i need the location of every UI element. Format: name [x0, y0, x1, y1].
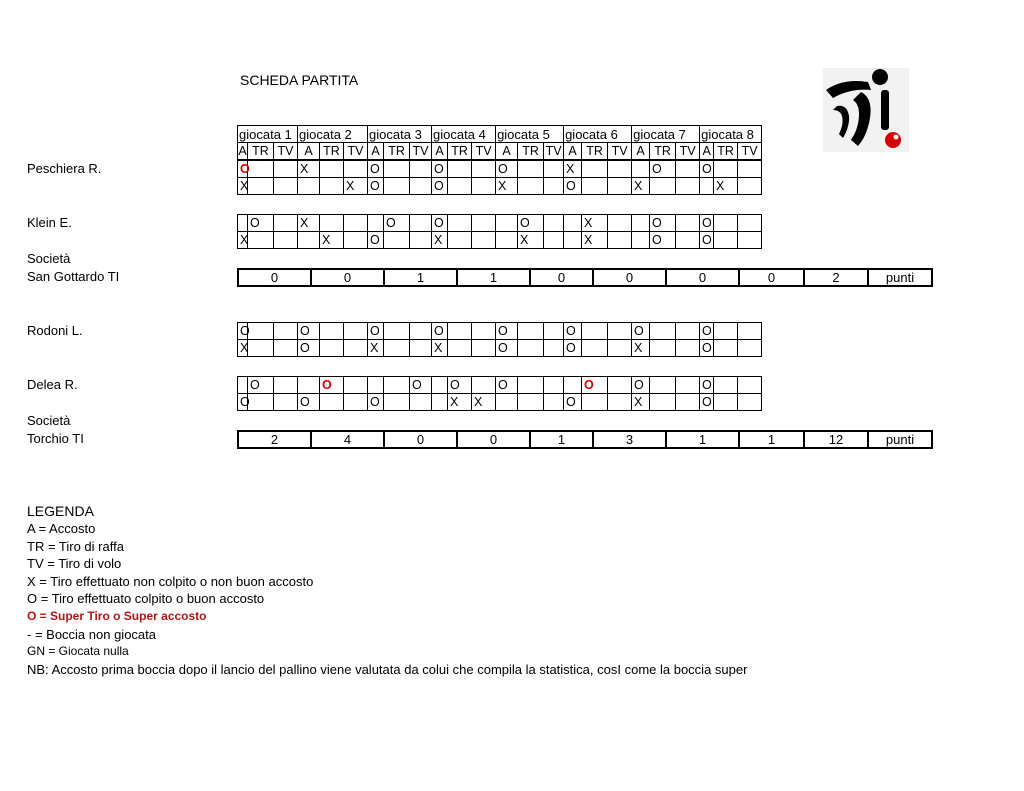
mark-cell — [410, 394, 432, 411]
mark-cell — [384, 394, 410, 411]
score-cell: 0 — [457, 431, 530, 448]
mark-cell: O — [582, 377, 608, 394]
mark-cell — [368, 215, 384, 232]
mark-cell — [632, 161, 650, 178]
mark-cell: O — [368, 178, 384, 195]
mark-cell — [518, 394, 544, 411]
mark-cell: O — [700, 394, 714, 411]
mark-cell — [368, 377, 384, 394]
mark-cell: O — [650, 232, 676, 249]
mark-cell — [384, 377, 410, 394]
marks-grid — [237, 322, 762, 357]
legend — [27, 502, 747, 678]
mark-cell — [544, 232, 564, 249]
mark-cell — [608, 232, 632, 249]
mark-cell — [448, 161, 472, 178]
mark-cell — [248, 340, 274, 357]
mark-cell — [410, 340, 432, 357]
mark-cell — [582, 323, 608, 340]
mark-cell — [518, 377, 544, 394]
score-cell: 4 — [311, 431, 384, 448]
legend-item: O = Tiro effettuato colpito o buon accosto — [27, 591, 265, 607]
legend-item: TV = Tiro di volo — [27, 556, 122, 572]
mark-cell: X — [714, 178, 738, 195]
mark-cell — [248, 394, 274, 411]
mark-cell — [676, 178, 700, 195]
subheader-cell: TR — [714, 143, 738, 160]
subheader-cell: TV — [738, 143, 762, 160]
mark-cell — [344, 215, 368, 232]
mark-cell: X — [582, 215, 608, 232]
subheader-cell: TR — [582, 143, 608, 160]
mark-cell — [298, 232, 320, 249]
punti-label: punti — [868, 431, 932, 448]
mark-cell: O — [564, 323, 582, 340]
mark-cell — [320, 178, 344, 195]
subheader-cell: TV — [344, 143, 368, 160]
legend-item: A = Accosto — [27, 521, 96, 536]
mark-cell — [676, 232, 700, 249]
mark-cell: O — [496, 377, 518, 394]
mark-cell: O — [384, 215, 410, 232]
score-cell: 0 — [739, 269, 804, 286]
mark-cell — [676, 394, 700, 411]
subheader-cell: TR — [518, 143, 544, 160]
subheader-cell: A — [496, 143, 518, 160]
mark-cell — [714, 377, 738, 394]
mark-cell — [564, 377, 582, 394]
giocata-header: giocata 1 — [238, 126, 298, 143]
mark-cell — [676, 323, 700, 340]
mark-cell: X — [582, 232, 608, 249]
score-cell: 1 — [739, 431, 804, 448]
mark-cell — [608, 377, 632, 394]
player-name: Peschiera R. — [27, 161, 102, 176]
mark-cell — [448, 323, 472, 340]
subheader-cell: A — [298, 143, 320, 160]
mark-cell: X — [238, 232, 248, 249]
mark-cell — [248, 323, 274, 340]
mark-cell — [738, 323, 762, 340]
societa-name: San Gottardo TI — [27, 269, 120, 284]
mark-cell: X — [432, 232, 448, 249]
mark-cell: O — [432, 178, 448, 195]
mark-cell — [248, 232, 274, 249]
mark-cell: O — [368, 161, 384, 178]
mark-cell — [320, 323, 344, 340]
mark-cell — [248, 161, 274, 178]
legend-item: TR = Tiro di raffa — [27, 538, 124, 554]
subheader-cell: TV — [676, 143, 700, 160]
mark-cell — [582, 340, 608, 357]
subheader-cell: A — [564, 143, 582, 160]
giocata-header: giocata 5 — [496, 126, 564, 143]
mark-cell — [738, 377, 762, 394]
mark-cell — [608, 161, 632, 178]
mark-cell — [676, 377, 700, 394]
mark-cell — [274, 178, 298, 195]
mark-cell — [344, 323, 368, 340]
subheader-cell: TR — [320, 143, 344, 160]
mark-cell: O — [632, 323, 650, 340]
mark-cell: X — [518, 232, 544, 249]
mark-cell — [448, 215, 472, 232]
mark-cell — [432, 394, 448, 411]
mark-cell: X — [632, 340, 650, 357]
mark-cell — [472, 178, 496, 195]
mark-cell: O — [632, 377, 650, 394]
mark-cell: O — [410, 377, 432, 394]
mark-cell: O — [368, 323, 384, 340]
legend-item-super: O = Super Tiro o Super accosto — [27, 608, 207, 623]
mark-cell — [650, 394, 676, 411]
subheader-cell: TR — [650, 143, 676, 160]
mark-cell — [544, 215, 564, 232]
mark-cell — [298, 178, 320, 195]
giocata-header: giocata 6 — [564, 126, 632, 143]
mark-cell — [384, 178, 410, 195]
mark-cell — [274, 323, 298, 340]
mark-cell — [714, 232, 738, 249]
mark-cell — [738, 394, 762, 411]
legend-item: GN = Giocata nulla — [27, 644, 129, 659]
mark-cell: O — [700, 161, 714, 178]
mark-cell: X — [368, 340, 384, 357]
mark-cell: O — [238, 161, 248, 178]
mark-cell: O — [432, 215, 448, 232]
score-cell: 1 — [384, 269, 457, 286]
subheader-cell: TV — [410, 143, 432, 160]
mark-cell — [700, 178, 714, 195]
mark-cell — [650, 178, 676, 195]
mark-cell: O — [496, 340, 518, 357]
mark-cell — [320, 215, 344, 232]
mark-cell — [564, 232, 582, 249]
mark-cell: O — [650, 215, 676, 232]
mark-cell — [448, 340, 472, 357]
mark-cell — [738, 161, 762, 178]
total-score: 2 — [804, 269, 868, 286]
giocata-header: giocata 4 — [432, 126, 496, 143]
bocce-player-logo-icon — [823, 68, 909, 152]
subheader-cell: A — [368, 143, 384, 160]
mark-cell — [274, 377, 298, 394]
mark-cell — [608, 215, 632, 232]
mark-cell — [384, 340, 410, 357]
mark-cell — [714, 340, 738, 357]
mark-cell: O — [700, 323, 714, 340]
marks-grid — [237, 376, 762, 411]
mark-cell — [472, 340, 496, 357]
mark-cell: X — [298, 215, 320, 232]
mark-cell — [320, 340, 344, 357]
mark-cell — [344, 232, 368, 249]
mark-cell: O — [650, 161, 676, 178]
mark-cell: O — [320, 377, 344, 394]
score-row — [237, 430, 933, 449]
mark-cell — [738, 340, 762, 357]
mark-cell: X — [320, 232, 344, 249]
mark-cell — [472, 232, 496, 249]
mark-cell — [714, 161, 738, 178]
mark-cell — [582, 161, 608, 178]
mark-cell: O — [448, 377, 472, 394]
mark-cell — [738, 232, 762, 249]
mark-cell — [344, 340, 368, 357]
mark-cell: O — [518, 215, 544, 232]
mark-cell: O — [238, 394, 248, 411]
score-cell: 0 — [311, 269, 384, 286]
mark-cell — [714, 215, 738, 232]
mark-cell: O — [238, 323, 248, 340]
mark-cell — [274, 161, 298, 178]
mark-cell — [608, 394, 632, 411]
mark-cell — [608, 323, 632, 340]
mark-cell — [448, 232, 472, 249]
mark-cell — [496, 394, 518, 411]
mark-cell — [344, 377, 368, 394]
mark-cell: O — [496, 161, 518, 178]
mark-cell: O — [432, 161, 448, 178]
mark-cell: O — [248, 215, 274, 232]
mark-cell — [738, 178, 762, 195]
subheader-cell: A — [700, 143, 714, 160]
mark-cell — [676, 340, 700, 357]
subheader-cell: TV — [274, 143, 298, 160]
mark-cell — [714, 394, 738, 411]
mark-cell: O — [298, 394, 320, 411]
mark-cell: O — [368, 394, 384, 411]
subheader-cell: TV — [608, 143, 632, 160]
mark-cell — [410, 215, 432, 232]
mark-cell — [676, 215, 700, 232]
mark-cell — [518, 340, 544, 357]
mark-cell: X — [564, 161, 582, 178]
mark-cell — [448, 178, 472, 195]
mark-cell: X — [432, 340, 448, 357]
mark-cell: X — [298, 161, 320, 178]
mark-cell — [544, 340, 564, 357]
mark-cell — [518, 323, 544, 340]
score-cell: 2 — [238, 431, 311, 448]
mark-cell — [344, 394, 368, 411]
page-title: SCHEDA PARTITA — [240, 72, 359, 88]
score-cell: 0 — [530, 269, 593, 286]
giocata-header: giocata 2 — [298, 126, 368, 143]
mark-cell — [472, 377, 496, 394]
mark-cell — [238, 215, 248, 232]
mark-cell — [564, 215, 582, 232]
mark-cell: O — [700, 215, 714, 232]
subheader-cell: TR — [384, 143, 410, 160]
mark-cell: O — [700, 340, 714, 357]
marks-grid — [237, 160, 762, 195]
mark-cell: O — [368, 232, 384, 249]
subheader-cell: TV — [544, 143, 564, 160]
mark-cell: O — [564, 340, 582, 357]
mark-cell: O — [700, 377, 714, 394]
mark-cell — [496, 232, 518, 249]
mark-cell — [238, 377, 248, 394]
societa-name: Torchio TI — [27, 431, 84, 446]
subheader-cell: A — [238, 143, 247, 158]
mark-cell: X — [344, 178, 368, 195]
subheader-cell: TV — [472, 143, 496, 160]
mark-cell — [544, 178, 564, 195]
mark-cell — [518, 161, 544, 178]
mark-cell — [544, 377, 564, 394]
mark-cell — [274, 340, 298, 357]
mark-cell — [714, 323, 738, 340]
mark-cell — [410, 178, 432, 195]
mark-cell — [410, 232, 432, 249]
mark-cell — [496, 215, 518, 232]
mark-cell — [650, 377, 676, 394]
mark-cell — [544, 323, 564, 340]
marks-grid — [237, 214, 762, 249]
mark-cell: O — [248, 377, 274, 394]
mark-cell — [544, 394, 564, 411]
mark-cell: O — [432, 323, 448, 340]
mark-cell — [274, 215, 298, 232]
mark-cell — [676, 161, 700, 178]
mark-cell: O — [298, 323, 320, 340]
mark-cell: X — [472, 394, 496, 411]
subheader-cell: TR — [448, 143, 472, 160]
mark-cell — [384, 232, 410, 249]
score-row — [237, 268, 933, 287]
mark-cell: O — [700, 232, 714, 249]
subheader-cell: A — [432, 143, 448, 160]
mark-cell — [544, 161, 564, 178]
giocata-header: giocata 3 — [368, 126, 432, 143]
mark-cell — [320, 394, 344, 411]
mark-cell — [608, 178, 632, 195]
mark-cell: X — [238, 340, 248, 357]
mark-cell — [472, 323, 496, 340]
punti-label: punti — [868, 269, 932, 286]
mark-cell — [632, 215, 650, 232]
mark-cell — [738, 215, 762, 232]
mark-cell — [432, 377, 448, 394]
mark-cell: X — [496, 178, 518, 195]
giocata-header: giocata 8 — [700, 126, 762, 143]
score-cell: 1 — [666, 431, 739, 448]
total-score: 12 — [804, 431, 868, 448]
mark-cell: O — [298, 340, 320, 357]
mark-cell — [274, 232, 298, 249]
mark-cell — [472, 161, 496, 178]
score-cell: 0 — [666, 269, 739, 286]
score-cell: 1 — [530, 431, 593, 448]
giocata-header: giocata 7 — [632, 126, 700, 143]
player-name: Delea R. — [27, 377, 78, 392]
societa-label: Società — [27, 251, 71, 266]
mark-cell — [248, 178, 274, 195]
mark-cell: O — [564, 394, 582, 411]
mark-cell — [410, 323, 432, 340]
mark-cell — [632, 232, 650, 249]
mark-cell: O — [496, 323, 518, 340]
score-cell: 0 — [384, 431, 457, 448]
mark-cell — [320, 161, 344, 178]
score-cell: 3 — [593, 431, 666, 448]
mark-cell — [518, 178, 544, 195]
mark-cell — [410, 161, 432, 178]
subheader-cell: A — [632, 143, 650, 160]
legend-item: - = Boccia non giocata — [27, 626, 156, 642]
mark-cell — [274, 394, 298, 411]
mark-cell: X — [632, 178, 650, 195]
mark-cell — [384, 161, 410, 178]
societa-label: Società — [27, 413, 71, 428]
player-name: Klein E. — [27, 215, 72, 230]
mark-cell: X — [448, 394, 472, 411]
mark-cell — [582, 178, 608, 195]
mark-cell — [344, 161, 368, 178]
player-name: Rodoni L. — [27, 323, 83, 338]
mark-cell — [298, 377, 320, 394]
mark-cell — [650, 323, 676, 340]
legend-item: X = Tiro effettuato non colpito o non buon accosto — [27, 573, 314, 589]
mark-cell — [472, 215, 496, 232]
subheader-cell: TR — [248, 143, 274, 160]
legend-title: LEGENDA — [27, 503, 94, 519]
mark-cell — [384, 323, 410, 340]
mark-cell: X — [632, 394, 650, 411]
mark-cell — [650, 340, 676, 357]
mark-cell — [582, 394, 608, 411]
score-cell: 0 — [238, 269, 311, 286]
mark-cell: X — [238, 178, 248, 195]
score-cell: 0 — [593, 269, 666, 286]
giocate-header — [237, 125, 762, 160]
legend-note: NB: Accosto prima boccia dopo il lancio del pallino viene valutata da colui che compila la statistica, cosI come la boccia super — [27, 661, 748, 677]
score-cell: 1 — [457, 269, 530, 286]
mark-cell — [608, 340, 632, 357]
mark-cell: O — [564, 178, 582, 195]
